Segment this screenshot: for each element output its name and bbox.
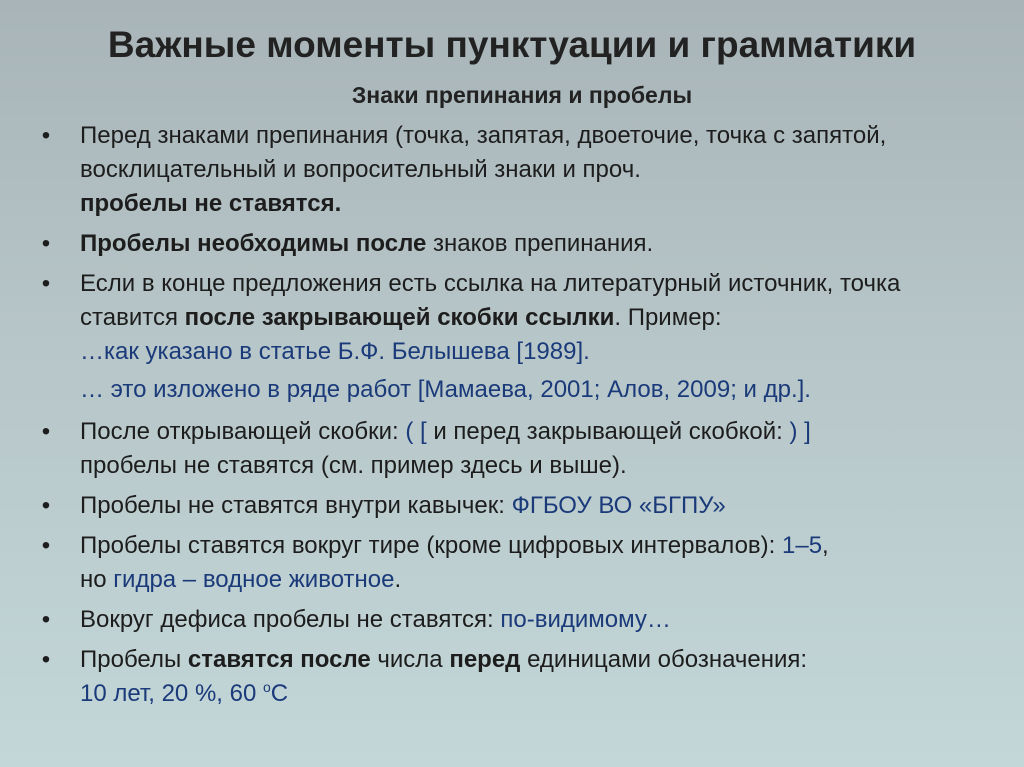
bullet-item [36, 529, 996, 597]
bullet-bold-text: перед [449, 646, 521, 673]
bullet-list [36, 119, 996, 717]
bullet-text-part: пробелы не ставятся (см. пример здесь и выше). [80, 452, 627, 479]
bullet-item [36, 267, 996, 369]
bullet-bold-text: ставятся после [187, 646, 371, 673]
bullet-marker: • [41, 230, 51, 257]
bullet-text [80, 415, 996, 483]
bullet-text-part: После открывающей скобки: [80, 418, 406, 445]
bullet-text [80, 227, 996, 261]
bullet-text [80, 119, 996, 221]
bullet-item [36, 643, 996, 711]
example-text: по-видимому… [500, 606, 671, 633]
example-line: … это изложено в ряде работ [Мамаева, 2001; Алов, 2009; и др.]. [80, 376, 811, 403]
bullet-marker: • [41, 646, 51, 673]
bullet-text-part: единицами обозначения: [520, 646, 808, 673]
bullet-marker: • [41, 606, 51, 633]
bullet-text [80, 603, 996, 637]
bullet-text-part: и перед закрывающей скобкой: [426, 418, 790, 445]
bullet-text [80, 529, 996, 597]
bullet-text-part: знаков препинания. [426, 230, 654, 257]
example-text: …как указано в статье Б.Ф. Белышева [1989]. [80, 338, 590, 365]
bullet-text-part: Пробелы [80, 646, 188, 673]
degree-superscript: о [263, 679, 271, 695]
bullet-item [36, 489, 996, 523]
bullet-text-part: числа [370, 646, 450, 673]
bullet-text-part: Перед знаками препинания (точка, запятая, двоеточие, точка с запятой, восклицательный и вопросительный знаки и проч. [80, 122, 887, 183]
example-text: ( [ [405, 418, 427, 445]
example-text: гидра – водное животное [113, 566, 395, 593]
bullet-text-part: Вокруг дефиса пробелы не ставятся: [80, 606, 501, 633]
bullet-bold-text: пробелы не ставятся. [80, 190, 342, 217]
example-text: ФГБОУ ВО «БГПУ» [511, 492, 726, 519]
example-text [80, 680, 288, 707]
bullet-text-part: , [822, 532, 829, 559]
bullet-marker: • [41, 492, 51, 519]
example-text: 1–5 [782, 532, 823, 559]
bullet-text-part: но [80, 566, 114, 593]
bullet-marker: • [41, 418, 51, 445]
bullet-text-part: Если в конце предложения есть ссылка на литературный источник, точка ставится [80, 270, 901, 331]
bullet-item [36, 227, 996, 261]
bullet-text-part: . [394, 566, 402, 593]
bullet-text [80, 267, 996, 369]
slide-subtitle: Знаки препинания и пробелы [351, 82, 693, 108]
bullet-marker: • [41, 532, 51, 559]
bullet-text [80, 643, 996, 711]
bullet-text-part: Пробелы не ставятся внутри кавычек: [80, 492, 512, 519]
slide-title: Важные моменты пунктуации и грамматики [107, 24, 917, 65]
example-text-part: 10 лет, 20 %, 60 [80, 680, 263, 707]
bullet-marker: • [41, 122, 51, 149]
bullet-marker: • [41, 270, 51, 297]
bullet-item [36, 415, 996, 483]
bullet-bold-text: Пробелы необходимы после [80, 230, 427, 257]
bullet-item [36, 603, 996, 637]
bullet-item [36, 119, 996, 221]
example-text-part: С [270, 680, 289, 707]
bullet-text [80, 489, 996, 523]
bullet-bold-text: после закрывающей скобки ссылки [184, 304, 615, 331]
example-text: ) ] [789, 418, 811, 445]
bullet-text-part: . Пример: [614, 304, 722, 331]
bullet-text-part: Пробелы ставятся вокруг тире (кроме цифровых интервалов): [80, 532, 782, 559]
